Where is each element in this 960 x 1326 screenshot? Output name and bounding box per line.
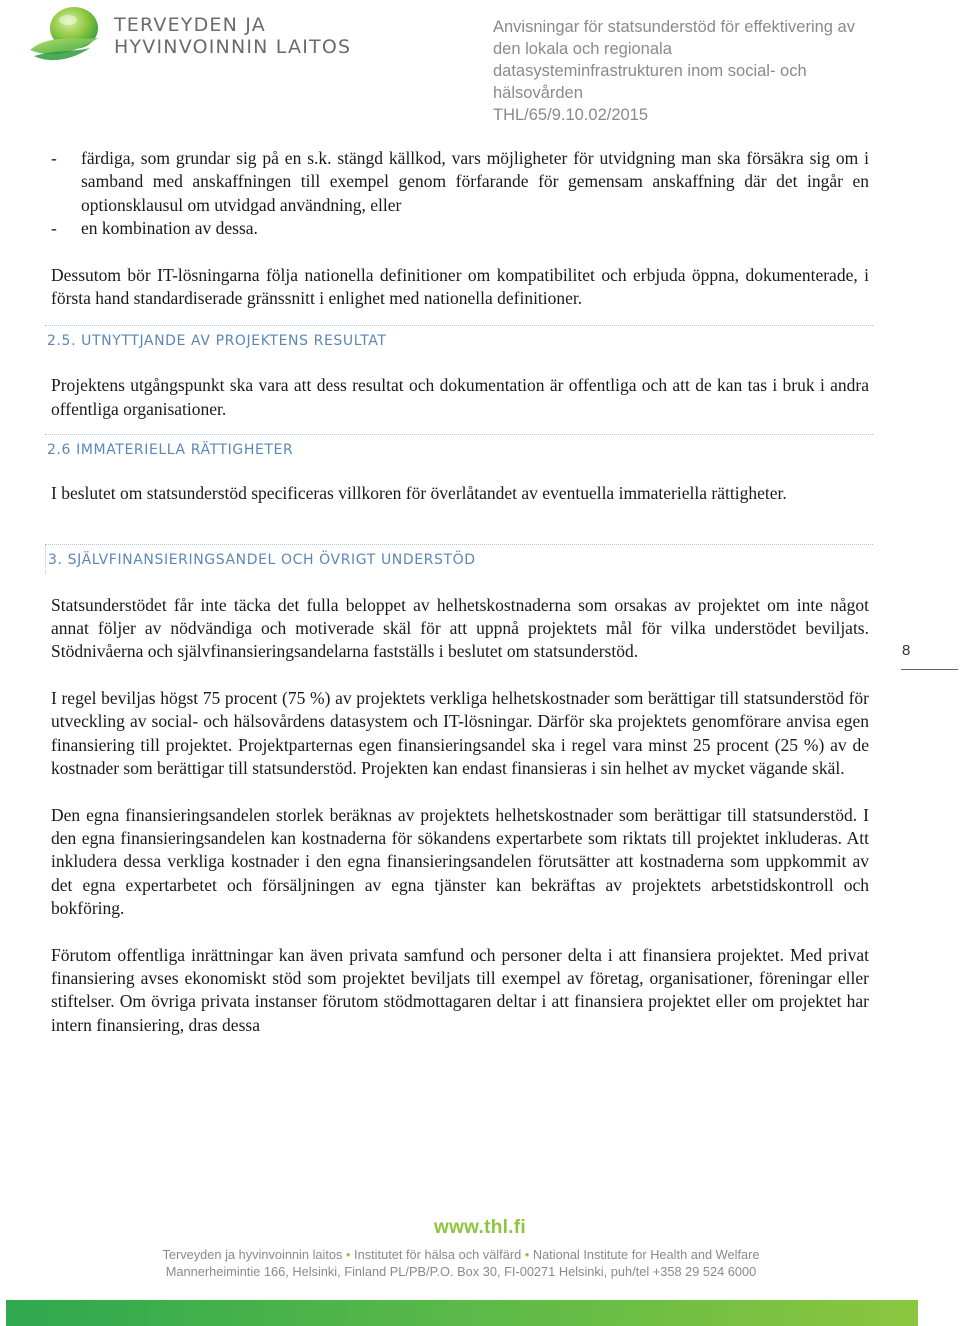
footer-separator: • xyxy=(524,1247,530,1262)
logo-line-2: HYVINVOINNIN LAITOS xyxy=(114,36,352,58)
list-item-text: färdiga, som grundar sig på en s.k. stängd källkod, vars möjligheter för utvidgning man ska försäkra sig om i samband med anskaffningen till exempel genom förfarande för gemensam anskaffning där det ingår en optionsklausul om utvidgad användning, eller xyxy=(81,148,869,215)
section-heading-3: 3. SJÄLVFINANSIERINGSANDEL OCH ÖVRIGT UNDERSTÖD xyxy=(45,544,873,574)
footer-name-sv: Institutet för hälsa och välfärd xyxy=(354,1247,522,1262)
list-item xyxy=(51,217,869,240)
paragraph: Projektens utgångspunkt ska vara att dess resultat och dokumentation är offentliga och att de kan tas i bruk i andra offentliga organisationer. xyxy=(51,375,869,419)
section-heading-2-5: 2.5. UTNYTTJANDE AV PROJEKTENS RESULTAT xyxy=(45,325,873,355)
doc-title-line-3: datasysteminfrastrukturen inom social- och xyxy=(493,62,807,80)
thl-logo xyxy=(28,4,368,66)
dash-marker: - xyxy=(51,218,57,239)
paragraph: Statsunderstödet får inte täcka det fulla beloppet av helhetskostnaderna som orsakas av projektet om inte något annat följer av nödvändiga och motiverade skäl för att uppnå projektets mål för vilka understödet beviljats. Stödnivåerna och självfinansieringsandelarna fastställs i beslutet om statsunderstöd. xyxy=(51,594,869,662)
footer-address: Mannerheimintie 166, Helsinki, Finland PL/PB/P.O. Box 30, FI-00271 Helsinki, puh/tel +358 29 524 6000 xyxy=(165,1264,757,1279)
page-number: 8 xyxy=(901,642,958,670)
paragraph: Förutom offentliga inrättningar kan även privata samfund och personer delta i att finansiera projektet. Med privat finansiering avses ekonomiskt stöd som projektet beviljats till exempel av företag, organisationer, föreningar eller stiftelser. Om övriga privata instanser förutom stödmottagaren deltar i att finansiera projektet eller om projektet har intern finansiering, dras dessa xyxy=(51,944,869,1035)
section-heading-2-6: 2.6 IMMATERIELLA RÄTTIGHETER xyxy=(45,434,873,464)
doc-title-line-4: hälsovården xyxy=(493,84,583,102)
footer-name-fi: Terveyden ja hyvinvoinnin laitos xyxy=(162,1247,343,1262)
page-body xyxy=(47,147,869,1037)
paragraph: I regel beviljas högst 75 procent (75 %) av projektets verkliga helhetskostnader som berättigar till statsunderstöd för utveckling av social- och hälsovårdens datasystem och IT-lösningar. Därför ska projektets genomförare anvisa egen finansiering till projektet. Projektparternas egen finansieringsandel ska i regel vara minst 25 procent (25 %) av de kostnader som berättigar till statsunderstöd. Projekten kan endast finansieras i sin helhet av mycket vägande skäl. xyxy=(51,687,869,779)
doc-reference: THL/65/9.10.02/2015 xyxy=(493,106,649,124)
paragraph: Den egna finansieringsandelen storlek beräknas av projektets helhetskostnader som berättigar till statsunderstöd. I den egna finansieringsandelen kan kostnaderna för sökandens expertarbete som riktats till projektet inkluderas. Att inkludera dessa verkliga kostnader i den egna finansieringsandelen förutsätter att kostnaderna som uppkommit av det egna expertarbetet och försäljningen av egna tjänster kan bekräftas av projektets arbetstidskontroll och bokföring. xyxy=(51,804,869,919)
doc-title-line-1: Anvisningar för statsunderstöd för effektivering av xyxy=(493,18,855,36)
footer-separator: • xyxy=(346,1247,351,1262)
footer-name-en: National Institute for Health and Welfare xyxy=(532,1247,760,1262)
footer-green-bar xyxy=(6,1300,918,1326)
paragraph: I beslutet om statsunderstöd specificeras villkoren för överlåtandet av eventuella immateriella rättigheter. xyxy=(51,483,787,504)
logo-line-1: TERVEYDEN JA xyxy=(114,14,266,36)
footer-institute-names xyxy=(0,1247,922,1262)
paragraph: Dessutom bör IT-lösningarna följa nationella definitioner om kompatibilitet och erbjuda öppna, dokumenterade, i första hand standardiserade gränssnitt i enlighet med nationella definitioner. xyxy=(51,264,869,309)
document-header xyxy=(493,16,933,126)
list-item-text: en kombination av dessa. xyxy=(81,218,258,239)
doc-title-line-2: den lokala och regionala xyxy=(493,40,672,58)
dash-marker: - xyxy=(51,148,57,168)
thl-leaf-icon xyxy=(28,4,108,66)
footer-url: www.thl.fi xyxy=(433,1217,526,1238)
list-item xyxy=(51,147,869,217)
